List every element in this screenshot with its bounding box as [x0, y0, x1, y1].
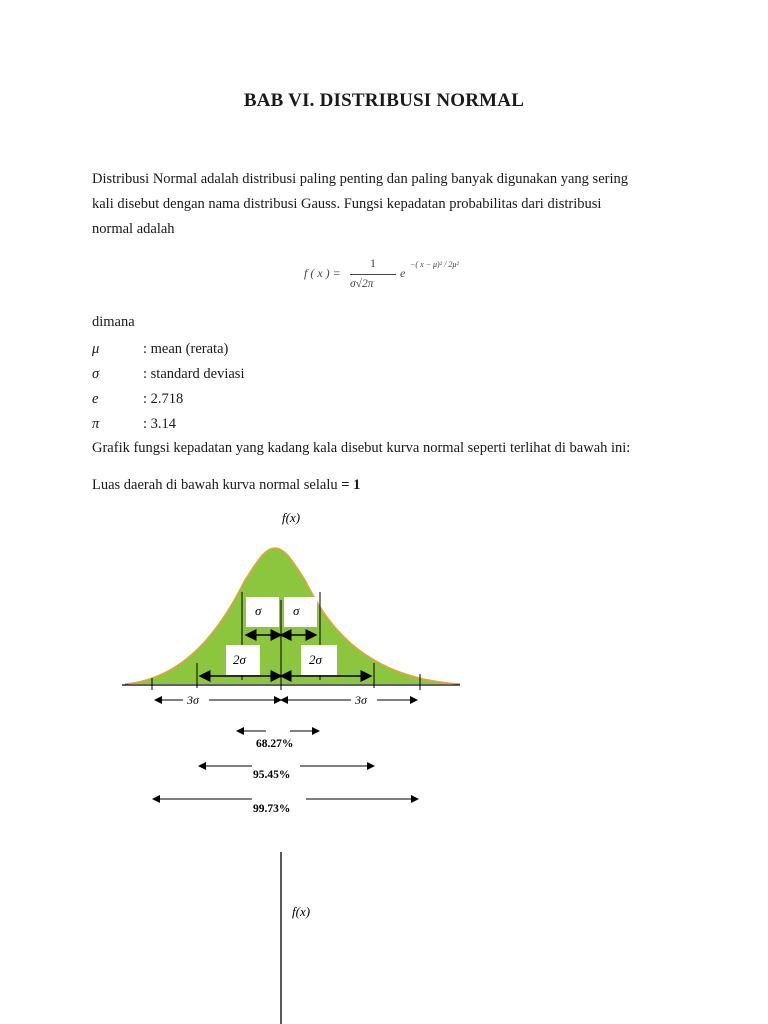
- formula-denominator: σ√2π: [350, 278, 374, 290]
- area-sentence-text: Luas daerah di bawah kurva normal selalu: [92, 477, 342, 493]
- formula-exp-base: e: [400, 266, 406, 280]
- formula-lhs: f ( x ) =: [304, 266, 341, 280]
- intro-paragraph: [92, 167, 692, 242]
- two-sigma-label-right: 2σ: [309, 652, 322, 667]
- sigma-box-left: [246, 597, 279, 627]
- definition-symbol: μ: [92, 341, 100, 357]
- three-sigma-label-right: 3σ: [355, 693, 367, 707]
- definition-symbol: σ: [92, 366, 100, 382]
- sigma-label-left: σ: [255, 603, 262, 618]
- fx-axis-label: f(x): [282, 510, 301, 525]
- normal-curve-figure: [0, 500, 768, 830]
- formula-exponent: −( x − μ)² / 2μ²: [410, 260, 459, 269]
- dimana-label: dimana: [92, 314, 135, 330]
- intro-line: kali disebut dengan nama distribusi Gauss. Fungsi kepadatan probabilitas dari distribusi: [92, 196, 602, 212]
- formula-numerator: 1: [370, 256, 376, 270]
- second-figure-axis: [0, 844, 768, 1024]
- percent-6827: 68.27%: [256, 738, 294, 750]
- document-title: BAB VI. DISTRIBUSI NORMAL: [243, 90, 525, 111]
- formula-fraction-bar: [350, 274, 396, 275]
- area-value: = 1: [341, 477, 361, 493]
- definition-desc: : 3.14: [143, 416, 177, 432]
- definition-desc: : mean (rerata): [143, 341, 229, 357]
- percent-9545: 95.45%: [253, 769, 291, 781]
- area-sentence: [92, 477, 360, 494]
- three-sigma-label-left: 3σ: [187, 693, 199, 707]
- percent-9973: 99.73%: [253, 803, 291, 815]
- definition-desc: : standard deviasi: [143, 366, 245, 382]
- sigma-box-right: [284, 597, 317, 627]
- intro-line: normal adalah: [92, 221, 175, 237]
- graph-sentence: Grafik fungsi kepadatan yang kadang kala disebut kurva normal seperti terlihat di bawah ini:: [92, 440, 631, 456]
- definition-symbol: e: [92, 391, 99, 407]
- definition-desc: : 2.718: [143, 391, 184, 407]
- intro-line: Distribusi Normal adalah distribusi paling penting dan paling banyak digunakan yang sering: [92, 171, 628, 187]
- two-sigma-label-left: 2σ: [233, 652, 246, 667]
- definition-symbol: π: [92, 416, 100, 432]
- sigma-label-right: σ: [293, 603, 300, 618]
- normal-pdf-formula: [300, 254, 500, 298]
- second-fx-label: f(x): [292, 904, 311, 919]
